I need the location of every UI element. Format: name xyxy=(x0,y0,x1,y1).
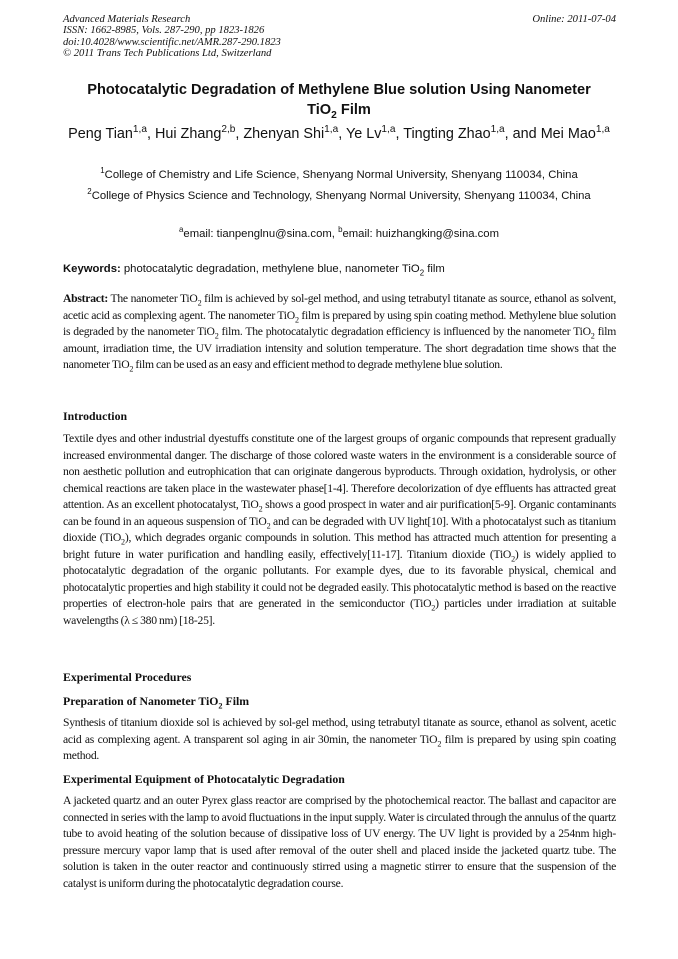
paper-title xyxy=(56,80,622,120)
online-date: Online: 2011-07-04 xyxy=(532,14,616,25)
subsection-heading-equipment: Experimental Equipment of Photocatalytic Degradation xyxy=(63,772,345,786)
preparation-paragraph: Synthesis of titanium dioxide sol is achieved by sol-gel method, using tetrabutyl titanate as source, ethanol as solvent, acetic acid as complexing agent. A transparent sol aging in air 30min, the nanometer TiO$_2$ film is prepared by using spin coating method. xyxy=(63,716,616,762)
author-emails: $^a$email: tianpenglnu@sina.com, $^b$email: huizhangking@sina.com xyxy=(179,225,499,240)
affiliation-2: $^2$College of Physics Science and Technology, Shenyang Normal University, Shenyang 110034, China xyxy=(87,187,591,202)
author: Mei Mao$^{1,a}$ xyxy=(540,124,610,142)
journal-name: Advanced Materials Research xyxy=(63,14,191,25)
author-list xyxy=(56,124,622,145)
section-heading-experimental: Experimental Procedures xyxy=(63,670,192,684)
equipment-paragraph: A jacketed quartz and an outer Pyrex glass reactor are comprised by the photochemical reactor. The ballast and capacitor are connected in series with the lamp to avoid fluctuations in the input supply. Water is circulated through the annulus of the quartz tube to avoid heating of the solution because of dissipative loss of UV energy. The UV light is provided by a 254nm high-pressure mercury vapor lamp that is used after removal of the outer shell and placed inside the jacketed quartz tube. The solution is taken in the outer reactor and continuously stirred using a magnetic stirrer to ensure that the suspension of the catalyst is uniform during the photocatalytic degradation course. xyxy=(63,794,616,890)
keywords: Keywords: photocatalytic degradation, methylene blue, nanometer TiO$_2$ film xyxy=(63,263,445,278)
title-line-1: Photocatalytic Degradation of Methylene Blue solution Using Nanometer xyxy=(87,82,591,98)
copyright-line: © 2011 Trans Tech Publications Ltd, Switzerland xyxy=(63,48,272,60)
keywords-label: Keywords: xyxy=(63,263,121,275)
author: Tingting Zhao$^{1,a}$, and xyxy=(403,124,541,142)
author: Hui Zhang$^{2,b}$, xyxy=(154,124,244,142)
doi-line: doi:10.4028/www.scientific.net/AMR.287-290.1823 xyxy=(63,36,281,48)
author: Zhenyan Shi$^{1,a}$, xyxy=(243,124,346,142)
author: Ye Lv$^{1,a}$, xyxy=(345,124,404,142)
abstract-label: Abstract: xyxy=(63,292,108,305)
affiliation-1: $^1$College of Chemistry and Life Science, Shenyang Normal University, Shenyang 110034, China xyxy=(100,166,578,181)
journal-header xyxy=(63,14,616,60)
abstract: Abstract: The nanometer TiO$_2$ film is achieved by sol-gel method, and using tetrabutyl titanate as source, ethanol as solvent, acetic acid as complexing agent. The nanometer TiO$_2$ film is prepared by using spin coating method. Methylene blue solution is degraded by the nanometer TiO$_2$ film. The photocatalytic degradation efficiency is influenced by the nanometer TiO$_2$ film amount, irradiation time, the UV irradiation intensity and solution temperature. The short degradation time shows that the nanometer TiO$_2$ film can be used as an easy and efficient method to degrade methylene blue solution. xyxy=(63,292,617,374)
title-line-2: TiO$_2$ Film xyxy=(307,102,371,121)
section-heading-introduction: Introduction xyxy=(63,409,128,423)
issn-line: ISSN: 1662-8985, Vols. 287-290, pp 1823-1826 xyxy=(63,25,265,37)
introduction-paragraph: Textile dyes and other industrial dyestuffs constitute one of the largest groups of organic compounds that represent gradually increased environmental danger. The discharge of those colored waste waters in the environment is a considerable source of non aesthetic pollution and eutrophication that can originate dangerous byproducts. Through oxidation, hydrolysis, or other chemical reactions are taken place in the wastewater phase[1-4]. Therefore decolorization of dye effluents has attracted great attention. As an excellent photocatalyst, TiO$_2$ shows a good prospect in water and air purification[5-9]. Organic contaminants can be found in an aqueous suspension of TiO$_2$ and can be degraded with UV light[10]. With a photocatalyst such as titanium dioxide (TiO$_2$), which degrades organic compounds in solution. This method has attracted much attention for presenting a bright future in water purification and handling easily, effectively[11-17]. Titanium dioxide (TiO$_2$) is widely applied to photocatalytic degradation of the organic pollutants. For example dyes, due to its favorable physical, chemical and photocatalytic properties and high stability it could not be degraded easily. This photocatalytic method is based on the reactive properties of electron-hole pairs that are generated in the semiconductor (TiO$_2$) particles under irradiation at suitable wavelengths (λ ≤ 380 nm) [18-25]. xyxy=(63,432,617,627)
subsection-heading-preparation: Preparation of Nanometer TiO$_2$ Film xyxy=(63,694,250,711)
author: Peng Tian$^{1,a}$, xyxy=(68,124,155,142)
